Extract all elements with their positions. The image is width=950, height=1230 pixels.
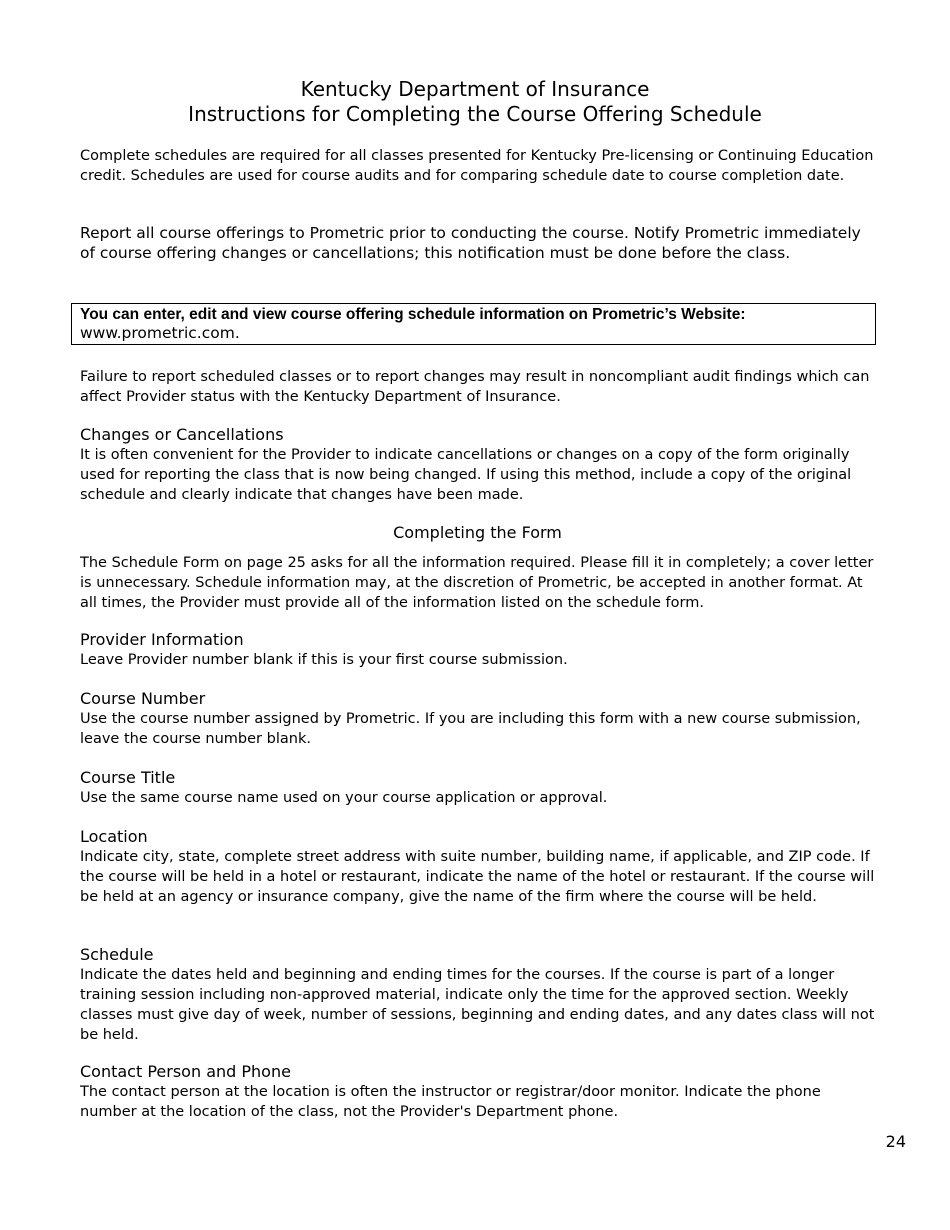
website-url-link[interactable]: www.prometric.com. [80, 324, 240, 342]
location-text: Indicate city, state, complete street address with suite number, building name, if applicable, and ZIP code. If the course will be held in a hotel or restaurant, indicate the name of the hotel or restaurant. If the course will be held at an agency or insurance company, give the name of the firm where the course will be held. [80, 849, 875, 905]
title-line-2: Instructions for Completing the Course Offering Schedule [188, 102, 762, 126]
completing-text: The Schedule Form on page 25 asks for all the information required. Please fill it in completely; a cover letter is unnecessary. Schedule information may, at the discretion of Prometric, be accepted in another format. At all times, the Provider must provide all of the information listed on the schedule form. [80, 555, 874, 611]
course-title-heading: Course Title [80, 768, 176, 787]
intro-paragraph-1 [80, 146, 875, 186]
changes-heading: Changes or Cancellations [80, 425, 284, 444]
provider-information-section [80, 630, 875, 670]
title-line-1: Kentucky Department of Insurance [300, 77, 650, 101]
schedule-text: Indicate the dates held and beginning and ending times for the courses. If the course is part of a longer training session including non-approved material, indicate only the time for the approved section. Weekly classes must give day of week, number of sessions, beginning and ending dates, and any dates class will not be held. [80, 967, 875, 1043]
contact-text: The contact person at the location is often the instructor or registrar/door monitor. Indicate the phone number at the location of the class, not the Provider's Department phone. [80, 1084, 821, 1120]
failure-paragraph [80, 367, 875, 407]
course-title-section [80, 768, 875, 808]
changes-section [80, 425, 875, 505]
changes-text: It is often convenient for the Provider to indicate cancellations or changes on a copy of the form originally used for reporting the class that is now being changed. If using this method, include a copy of the original schedule and clearly indicate that changes have been made. [80, 447, 852, 503]
course-number-section [80, 689, 875, 749]
intro-text-1: Complete schedules are required for all classes presented for Kentucky Pre-licensing or Continuing Education credit. Schedules are used for course audits and for comparing schedule date to course completion date. [80, 148, 874, 184]
course-title-text: Use the same course name used on your course application or approval. [80, 790, 608, 806]
intro-text-2: Report all course offerings to Prometric prior to conducting the course. Notify Prometric immediately of course offering changes or cancellations; this notification must be done before the class. [80, 224, 861, 262]
schedule-heading: Schedule [80, 945, 154, 964]
schedule-section [80, 945, 875, 1045]
page-title [80, 77, 870, 127]
location-heading: Location [80, 827, 148, 846]
website-notice-text: You can enter, edit and view course offering schedule information on Prometric’s Website: [80, 306, 746, 323]
completing-body [80, 553, 875, 613]
completing-heading: Completing the Form [393, 523, 562, 542]
contact-heading: Contact Person and Phone [80, 1062, 291, 1081]
provider-information-heading: Provider Information [80, 630, 244, 649]
page-number: 24 [885, 1132, 906, 1151]
failure-text: Failure to report scheduled classes or to report changes may result in noncompliant audit findings which can affect Provider status with the Kentucky Department of Insurance. [80, 369, 870, 405]
contact-section [80, 1062, 875, 1122]
course-number-heading: Course Number [80, 689, 206, 708]
provider-information-text: Leave Provider number blank if this is your first course submission. [80, 652, 568, 668]
intro-paragraph-2 [80, 224, 875, 263]
course-number-text: Use the course number assigned by Prometric. If you are including this form with a new course submission, leave the course number blank. [80, 711, 861, 747]
website-notice-box [71, 303, 876, 345]
location-section [80, 827, 875, 907]
completing-section [80, 523, 875, 543]
